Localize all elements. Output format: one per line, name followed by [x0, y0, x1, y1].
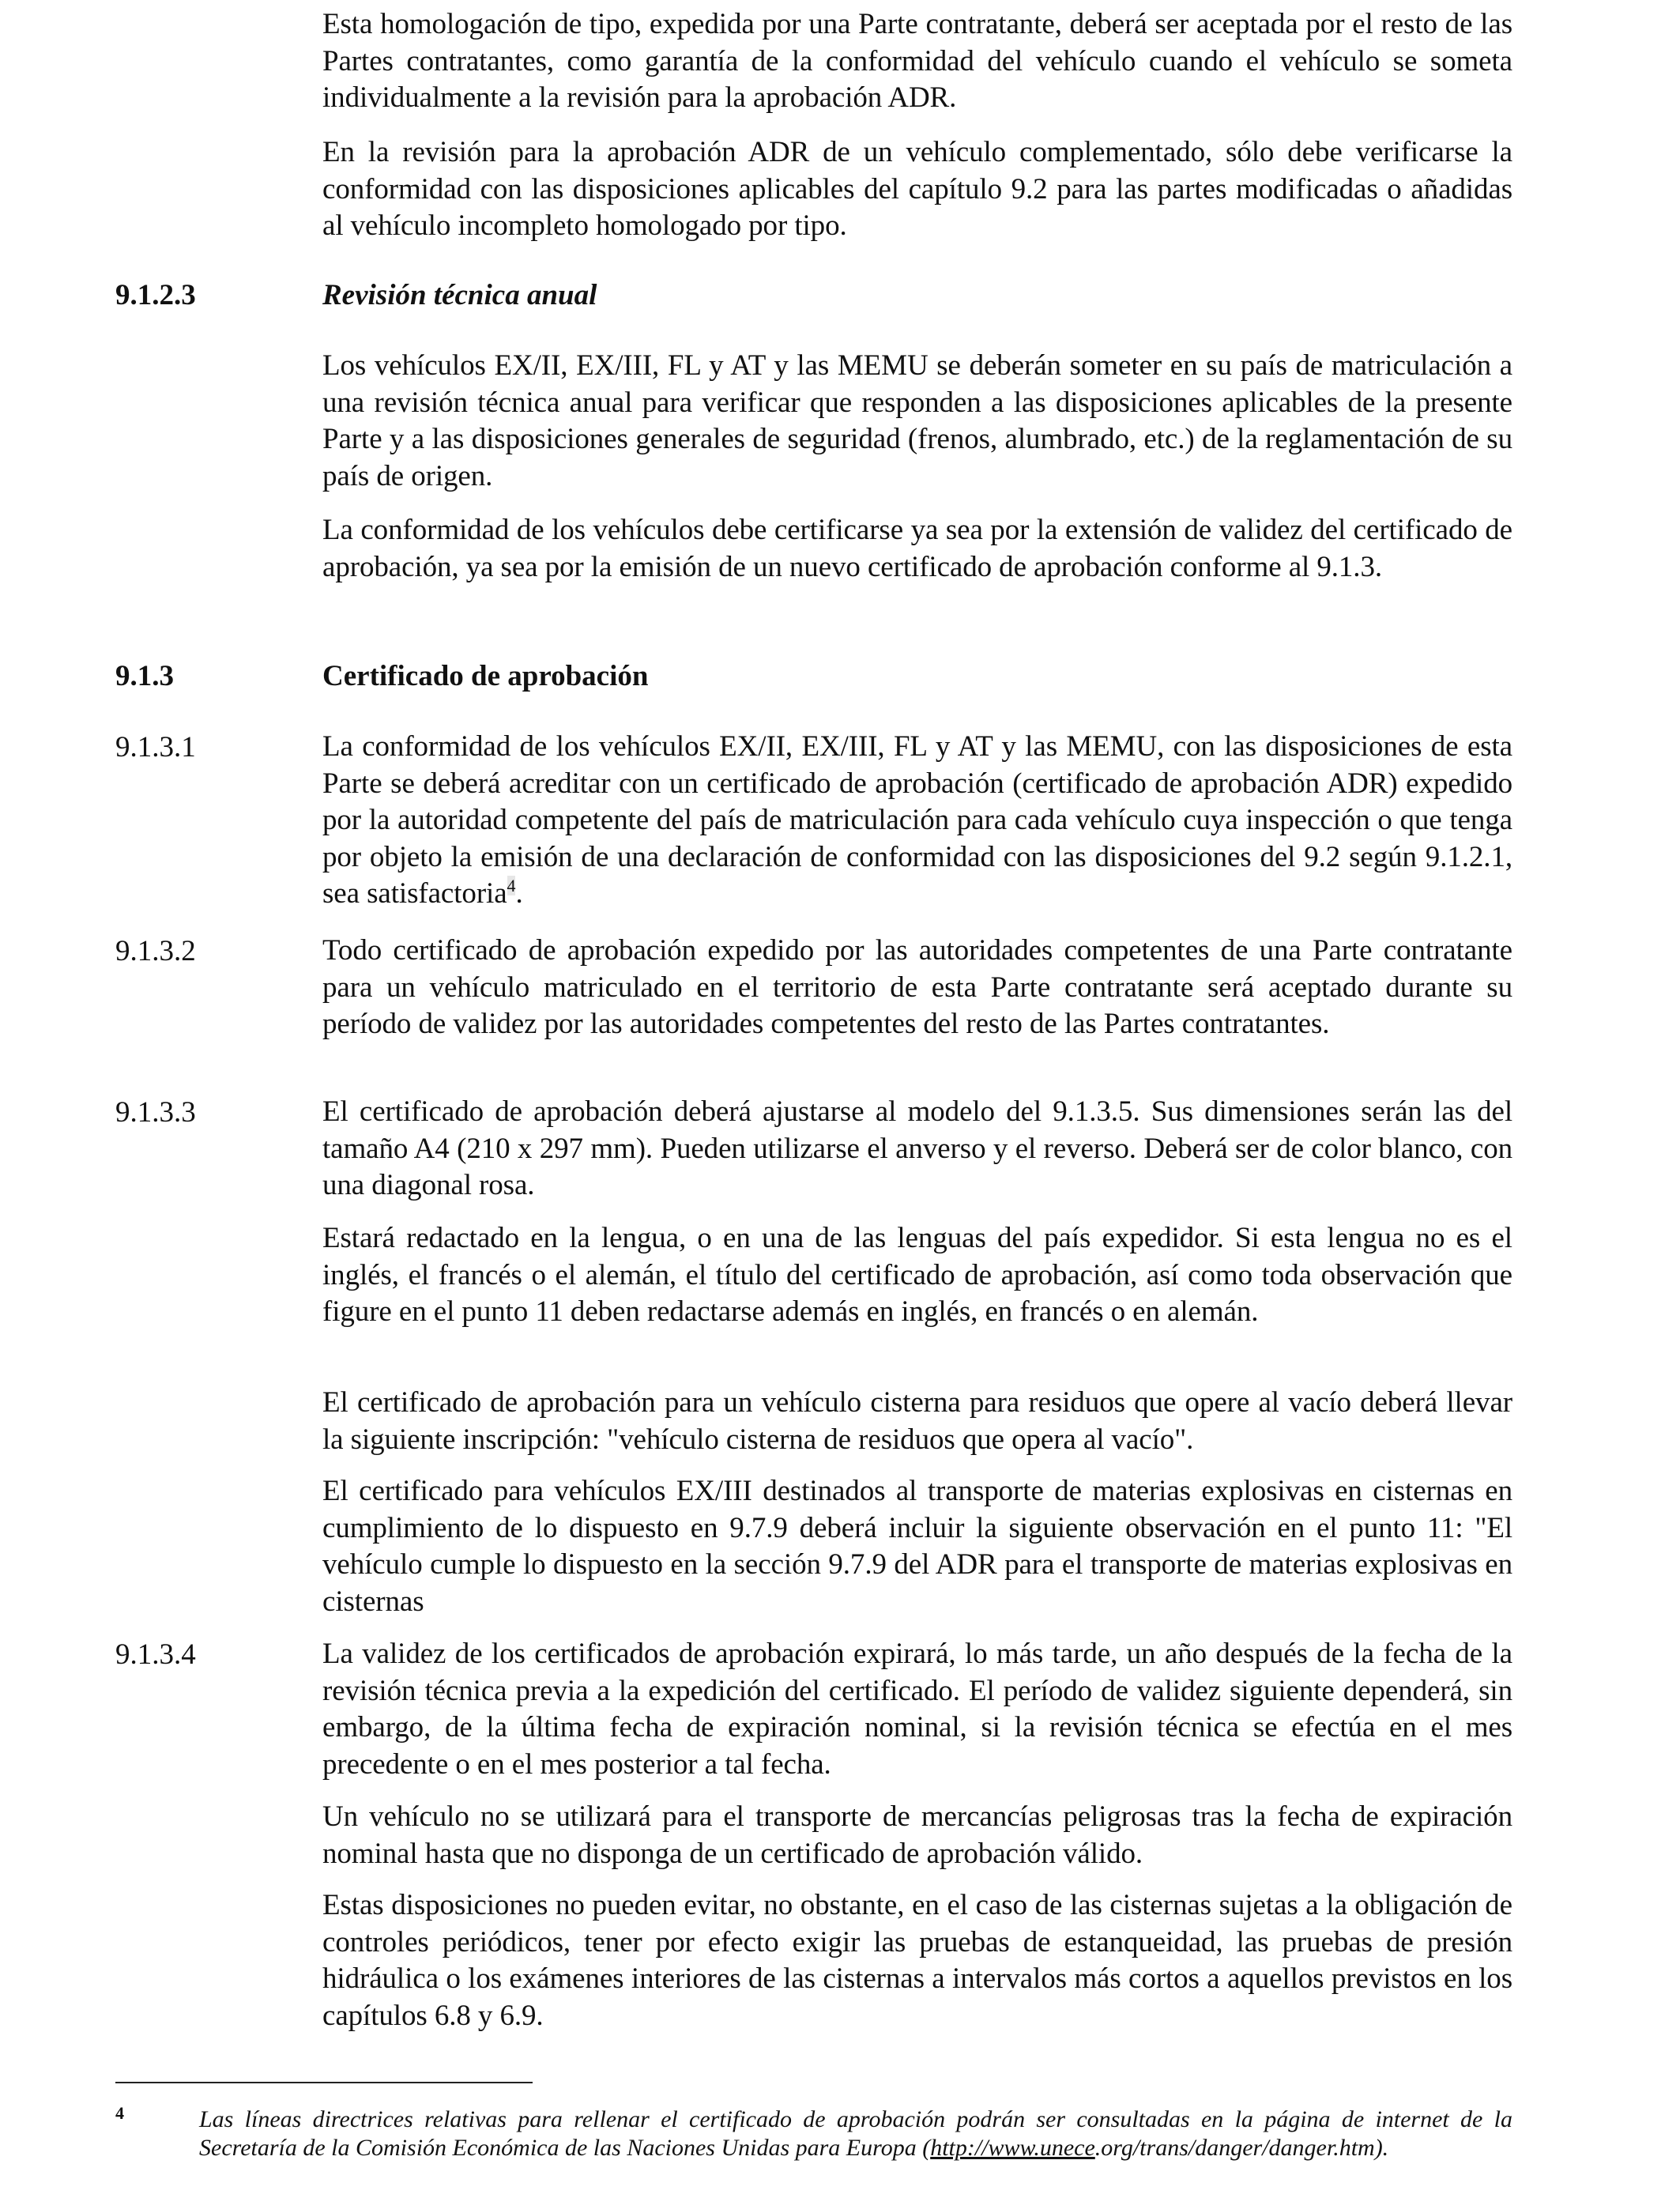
section-9-1-3-4-paragraph-2: Un vehículo no se utilizará para el transporte de mercancías peligrosas tras la fecha de expiración nominal hasta que no disponga de un certificado de aprobación válido.: [322, 1800, 1512, 1870]
section-9-1-3-4-paragraph-1: La validez de los certificados de aprobación expirará, lo más tarde, un año después de la fecha de la revisión técnica previa a la expedición del certificado. El período de validez siguiente dependerá, sin embargo, de la última fecha de expiración nominal, si la revisión técnica se efectúa en el mes precedente o en el mes posterior a tal fecha.: [322, 1638, 1512, 1781]
section-9-1-2-3-paragraph-2: La conformidad de los vehículos debe certificarse ya sea por la extensión de validez del certificado de aprobación, ya sea por la emisión de un nuevo certificado de aprobación conforme al 9.1.3.: [322, 514, 1512, 583]
section-number-9-1-3: 9.1.3: [115, 660, 174, 692]
section-title-revision-tecnica: Revisión técnica anual: [322, 279, 597, 311]
intro-paragraph-2: En la revisión para la aprobación ADR de un vehículo complementado, sólo debe verificarse la conformidad con las disposiciones aplicables del capítulo 9.2 para las partes modificadas o añadidas al vehículo incompleto homologado por tipo.: [322, 136, 1512, 242]
footnote-text-after: .org/trans/danger/danger.htm).: [1094, 2135, 1389, 2161]
section-title-certificado: Certificado de aprobación: [322, 660, 649, 692]
section-number-9-1-3-1: 9.1.3.1: [115, 731, 196, 763]
section-number-9-1-3-2: 9.1.3.2: [115, 935, 196, 967]
section-9-1-3-1-text-end: .: [515, 877, 523, 910]
footnote-text-before: Las líneas directrices relativas para rellenar el certificado de aprobación podrán ser consultadas en la página de internet de la Secretaría de la Comisión Económica de las Naciones Unidas para Europa (: [199, 2106, 1512, 2161]
section-9-1-3-3-paragraph-4: El certificado para vehículos EX/III destinados al transporte de materias explosivas en cisternas en cumplimiento de lo dispuesto en 9.7.9 deberá incluir la siguiente observación en el punto 11: "El vehículo cumple lo dispuesto en la sección 9.7.9 del ADR para el transporte de materias explosivas en cisternas: [322, 1475, 1512, 1618]
section-9-1-3-3-paragraph-2: Estará redactado en la lengua, o en una de las lenguas del país expedidor. Si esta lengua no es el inglés, el francés o el alemán, el título del certificado de aprobación, así como toda observación que figure en el punto 11 deben redactarse además en inglés, en francés o en alemán.: [322, 1222, 1512, 1328]
section-9-1-3-1-text: La conformidad de los vehículos EX/II, EX/III, FL y AT y las MEMU, con las disposiciones de esta Parte se deberá acreditar con un certificado de aprobación (certificado de aprobación ADR) expedido por la autoridad competente del país de matriculación para cada vehículo cuya inspección o que tenga por objeto la emisión de una declaración de conformidad con las disposiciones del 9.2 según 9.1.2.1, sea satisfactoria: [322, 730, 1512, 910]
section-number-9-1-3-4: 9.1.3.4: [115, 1638, 196, 1671]
intro-paragraph-1: Esta homologación de tipo, expedida por una Parte contratante, deberá ser aceptada por el resto de las Partes contratantes, como garantía de la conformidad del vehículo cuando el vehículo se someta individualmente a la revisión para la aprobación ADR.: [322, 8, 1512, 114]
section-9-1-3-2-paragraph: Todo certificado de aprobación expedido por las autoridades competentes de una Parte contratante para un vehículo matriculado en el territorio de esta Parte contratante será aceptado durante su período de validez por las autoridades competentes del resto de las Partes contratantes.: [322, 934, 1512, 1040]
section-9-1-2-3-paragraph-1: Los vehículos EX/II, EX/III, FL y AT y las MEMU se deberán someter en su país de matriculación a una revisión técnica anual para verificar que responden a las disposiciones aplicables de la presente Parte y a las disposiciones generales de seguridad (frenos, alumbrado, etc.) de la reglamentación de su país de origen.: [322, 349, 1512, 492]
footnote-text: [199, 2105, 1512, 2162]
section-9-1-3-3-paragraph-1: El certificado de aprobación deberá ajustarse al modelo del 9.1.3.5. Sus dimensiones serán las del tamaño A4 (210 x 297 mm). Pueden utilizarse el anverso y el reverso. Deberá ser de color blanco, con una diagonal rosa.: [322, 1095, 1512, 1201]
section-number-9-1-3-3: 9.1.3.3: [115, 1096, 196, 1129]
section-9-1-3-1-paragraph: [322, 729, 1512, 913]
footnote-separator: [115, 2082, 533, 2083]
footnote-link[interactable]: http://www.unece: [930, 2135, 1095, 2161]
section-9-1-3-3-paragraph-3: El certificado de aprobación para un vehículo cisterna para residuos que opere al vacío deberá llevar la siguiente inscripción: "vehículo cisterna de residuos que opera al vacío".: [322, 1386, 1512, 1456]
section-number-9-1-2-3: 9.1.2.3: [115, 279, 196, 311]
footnote-reference[interactable]: 4: [507, 876, 516, 895]
section-9-1-3-4-paragraph-3: Estas disposiciones no pueden evitar, no obstante, en el caso de las cisternas sujetas a la obligación de controles periódicos, tener por efecto exigir las pruebas de estanqueidad, las pruebas de presión hidráulica o los exámenes interiores de las cisternas a intervalos más cortos a aquellos previstos en los capítulos 6.8 y 6.9.: [322, 1889, 1512, 2032]
footnote-number: 4: [115, 2103, 124, 2123]
